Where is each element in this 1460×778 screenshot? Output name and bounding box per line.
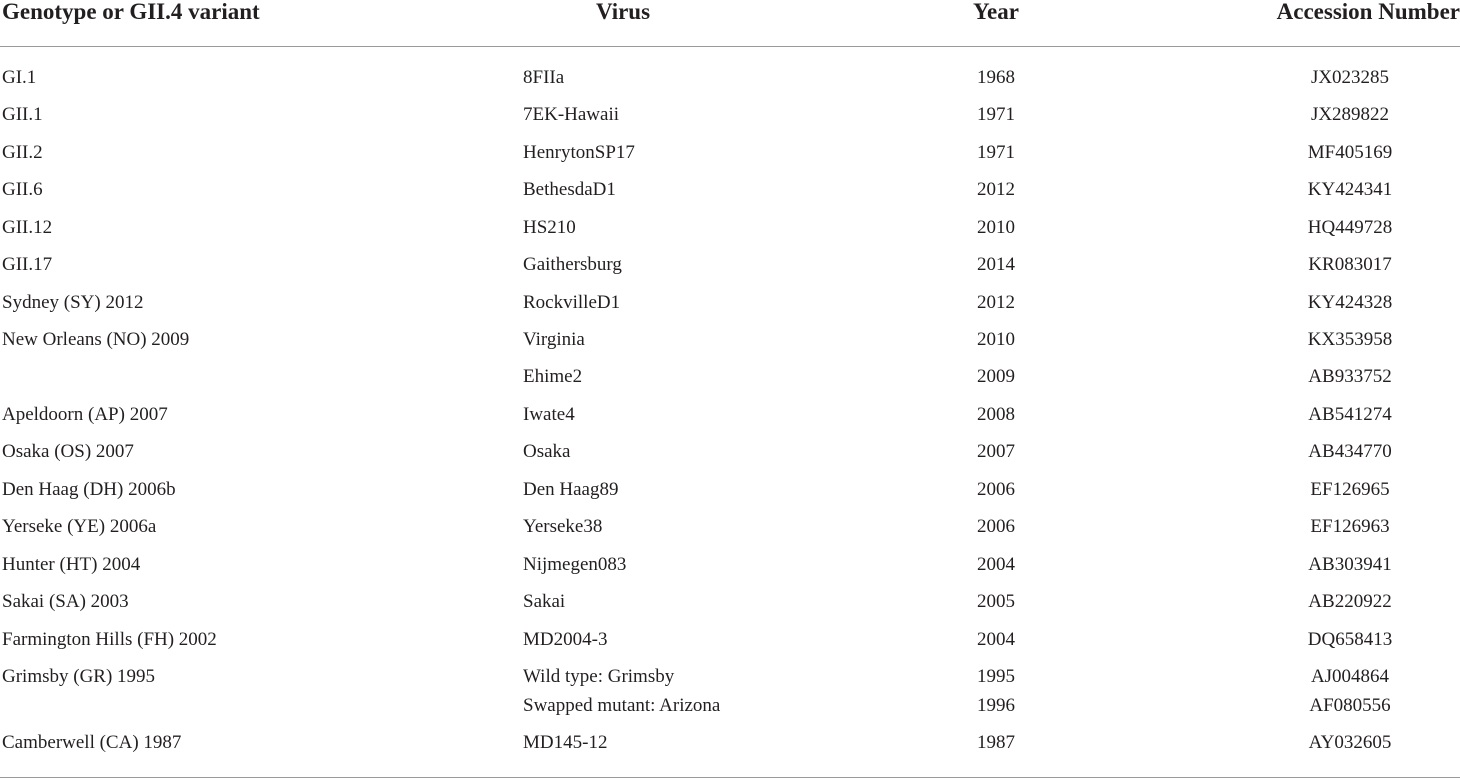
accession-cell: KY424341 <box>1307 179 1393 200</box>
accession-cell: DQ658413 <box>1307 629 1393 650</box>
year-cell: 1987 <box>977 732 1015 753</box>
year-cell: 2004 <box>977 629 1015 650</box>
accession-cell: KX353958 <box>1307 329 1393 350</box>
virus-cell: RockvilleD1 <box>523 292 621 313</box>
accession-cell: EF126965 <box>1310 479 1390 500</box>
accession-cell: JX289822 <box>1310 104 1390 125</box>
genotype-cell: Sydney (SY) 2012 <box>2 292 144 313</box>
year-cell: 2012 <box>977 292 1015 313</box>
accession-cell: HQ449728 <box>1307 217 1393 238</box>
virus-cell: Virginia <box>523 329 585 350</box>
virus-cell: Swapped mutant: Arizona <box>523 695 721 716</box>
year-cell: 1971 <box>977 142 1015 163</box>
year-cell: 2012 <box>977 179 1015 200</box>
genotype-cell: Osaka (OS) 2007 <box>2 441 134 462</box>
year-cell: 2009 <box>977 366 1015 387</box>
accession-cell: KY424328 <box>1307 292 1393 313</box>
header-accession: Accession Number <box>1276 0 1460 24</box>
year-cell: 1968 <box>977 67 1015 88</box>
accession-cell: AB434770 <box>1308 441 1392 462</box>
accession-cell: EF126963 <box>1310 516 1390 537</box>
virus-cell: Iwate4 <box>523 404 575 425</box>
genotype-cell: GI.1 <box>2 67 37 88</box>
virus-cell: Nijmegen083 <box>523 554 627 575</box>
virus-cell: HenrytonSP17 <box>523 142 635 163</box>
accession-cell: AB541274 <box>1308 404 1392 425</box>
genotype-cell: Farmington Hills (FH) 2002 <box>2 629 217 650</box>
accession-cell: AB933752 <box>1308 366 1392 387</box>
genotype-cell: Hunter (HT) 2004 <box>2 554 141 575</box>
header-year: Year <box>973 0 1019 24</box>
year-cell: 2007 <box>977 441 1015 462</box>
virus-cell: MD145-12 <box>523 732 608 753</box>
accession-cell: JX023285 <box>1310 67 1390 88</box>
accession-cell: AY032605 <box>1308 732 1392 753</box>
genotype-cell: GII.1 <box>2 104 43 125</box>
virus-cell: 8FIIa <box>523 67 565 88</box>
genotype-cell: Apeldoorn (AP) 2007 <box>2 404 168 425</box>
header-genotype: Genotype or GII.4 variant <box>2 0 260 24</box>
virus-cell: Den Haag89 <box>523 479 619 500</box>
virus-cell: Wild type: Grimsby <box>523 666 675 687</box>
genotype-cell: GII.17 <box>2 254 53 275</box>
genotype-cell: Den Haag (DH) 2006b <box>2 479 176 500</box>
year-cell: 1996 <box>977 695 1015 716</box>
virus-cell: HS210 <box>523 217 576 238</box>
virus-cell: Yerseke38 <box>523 516 603 537</box>
accession-cell: MF405169 <box>1307 142 1393 163</box>
year-cell: 2008 <box>977 404 1015 425</box>
genotype-cell: GII.12 <box>2 217 53 238</box>
year-cell: 2010 <box>977 329 1015 350</box>
genotype-cell: GII.6 <box>2 179 43 200</box>
header-virus: Virus <box>595 0 651 24</box>
virus-cell: Ehime2 <box>523 366 583 387</box>
accession-cell: AJ004864 <box>1310 666 1390 687</box>
genotype-cell: GII.2 <box>2 142 43 163</box>
year-cell: 2006 <box>977 516 1015 537</box>
year-cell: 1971 <box>977 104 1015 125</box>
virus-cell: BethesdaD1 <box>523 179 616 200</box>
virus-cell: Sakai <box>523 591 566 612</box>
year-cell: 2010 <box>977 217 1015 238</box>
accession-cell: AB220922 <box>1308 591 1392 612</box>
year-cell: 1995 <box>977 666 1015 687</box>
genotype-cell: Camberwell (CA) 1987 <box>2 732 182 753</box>
year-cell: 2014 <box>977 254 1015 275</box>
accession-cell: AF080556 <box>1309 695 1391 716</box>
genotype-cell: Sakai (SA) 2003 <box>2 591 129 612</box>
virus-cell: MD2004-3 <box>523 629 608 650</box>
virus-cell: 7EK-Hawaii <box>523 104 620 125</box>
genotype-cell: Yerseke (YE) 2006a <box>2 516 157 537</box>
virus-cell: Osaka <box>523 441 571 462</box>
header-rule <box>0 46 1460 47</box>
accession-cell: KR083017 <box>1308 254 1392 275</box>
genotype-cell: Grimsby (GR) 1995 <box>2 666 156 687</box>
year-cell: 2005 <box>977 591 1015 612</box>
year-cell: 2006 <box>977 479 1015 500</box>
genotype-cell: New Orleans (NO) 2009 <box>2 329 190 350</box>
year-cell: 2004 <box>977 554 1015 575</box>
virus-cell: Gaithersburg <box>523 254 622 275</box>
accession-cell: AB303941 <box>1308 554 1392 575</box>
